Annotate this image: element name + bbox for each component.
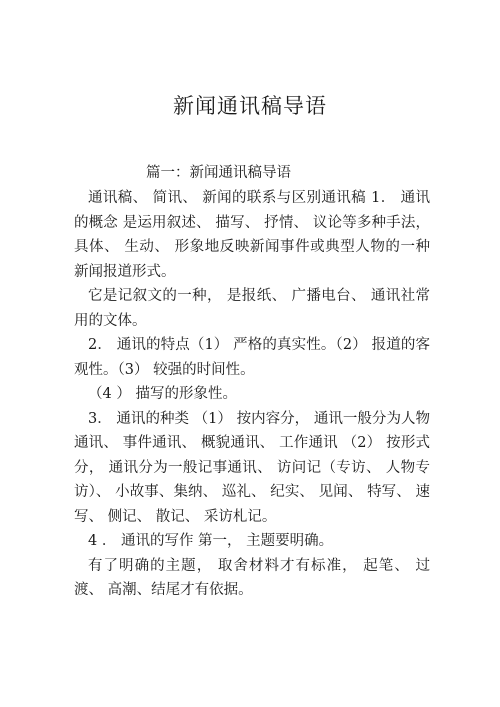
document-body bbox=[74, 186, 430, 603]
paragraph-1: 通讯稿、 简讯、 新闻的联系与区别通讯稿 1． 通讯的概念 是运用叙述、 描写、 抒情、 议论等多种手法， 具体、 生动、 形象地反映新闻事件或典型人物的一种新闻报道形式。 bbox=[74, 190, 430, 280]
paragraph-2: 它是记叙文的一种， 是报纸、 广播电台、 通讯社常用的文体。 bbox=[74, 288, 430, 329]
page-subtitle: 篇一：新闻通讯稿导语 bbox=[146, 165, 291, 181]
page-title: 新闻通讯稿导语 bbox=[173, 94, 327, 118]
paragraph-4: （4 ） 描写的形象性。 bbox=[88, 386, 237, 402]
paragraph-7: 有了明确的主题， 取舍材料才有标准， 起笔、 过渡、 高潮、结尾才有依据。 bbox=[74, 557, 430, 598]
paragraph-6: 4 ． 通讯的写作 第一， 主题要明确。 bbox=[88, 533, 334, 549]
paragraph-5: 3． 通讯的种类 （1） 按内容分， 通讯一般分为人物通讯、 事件通讯、 概貌通讯、 工作通讯 （2） 按形式分， 通讯分为一般记事通讯、 访问记（专访、 人物专访）、 小故事、集纳、 巡礼、 纪实、 见闻、 特写、 速写、 侧记、 散记、 采访札记。 bbox=[74, 410, 430, 525]
paragraph-3: 2． 通讯的特点（1） 严格的真实性。（2） 报道的客观性。（3） 较强的时间性。 bbox=[74, 337, 430, 378]
